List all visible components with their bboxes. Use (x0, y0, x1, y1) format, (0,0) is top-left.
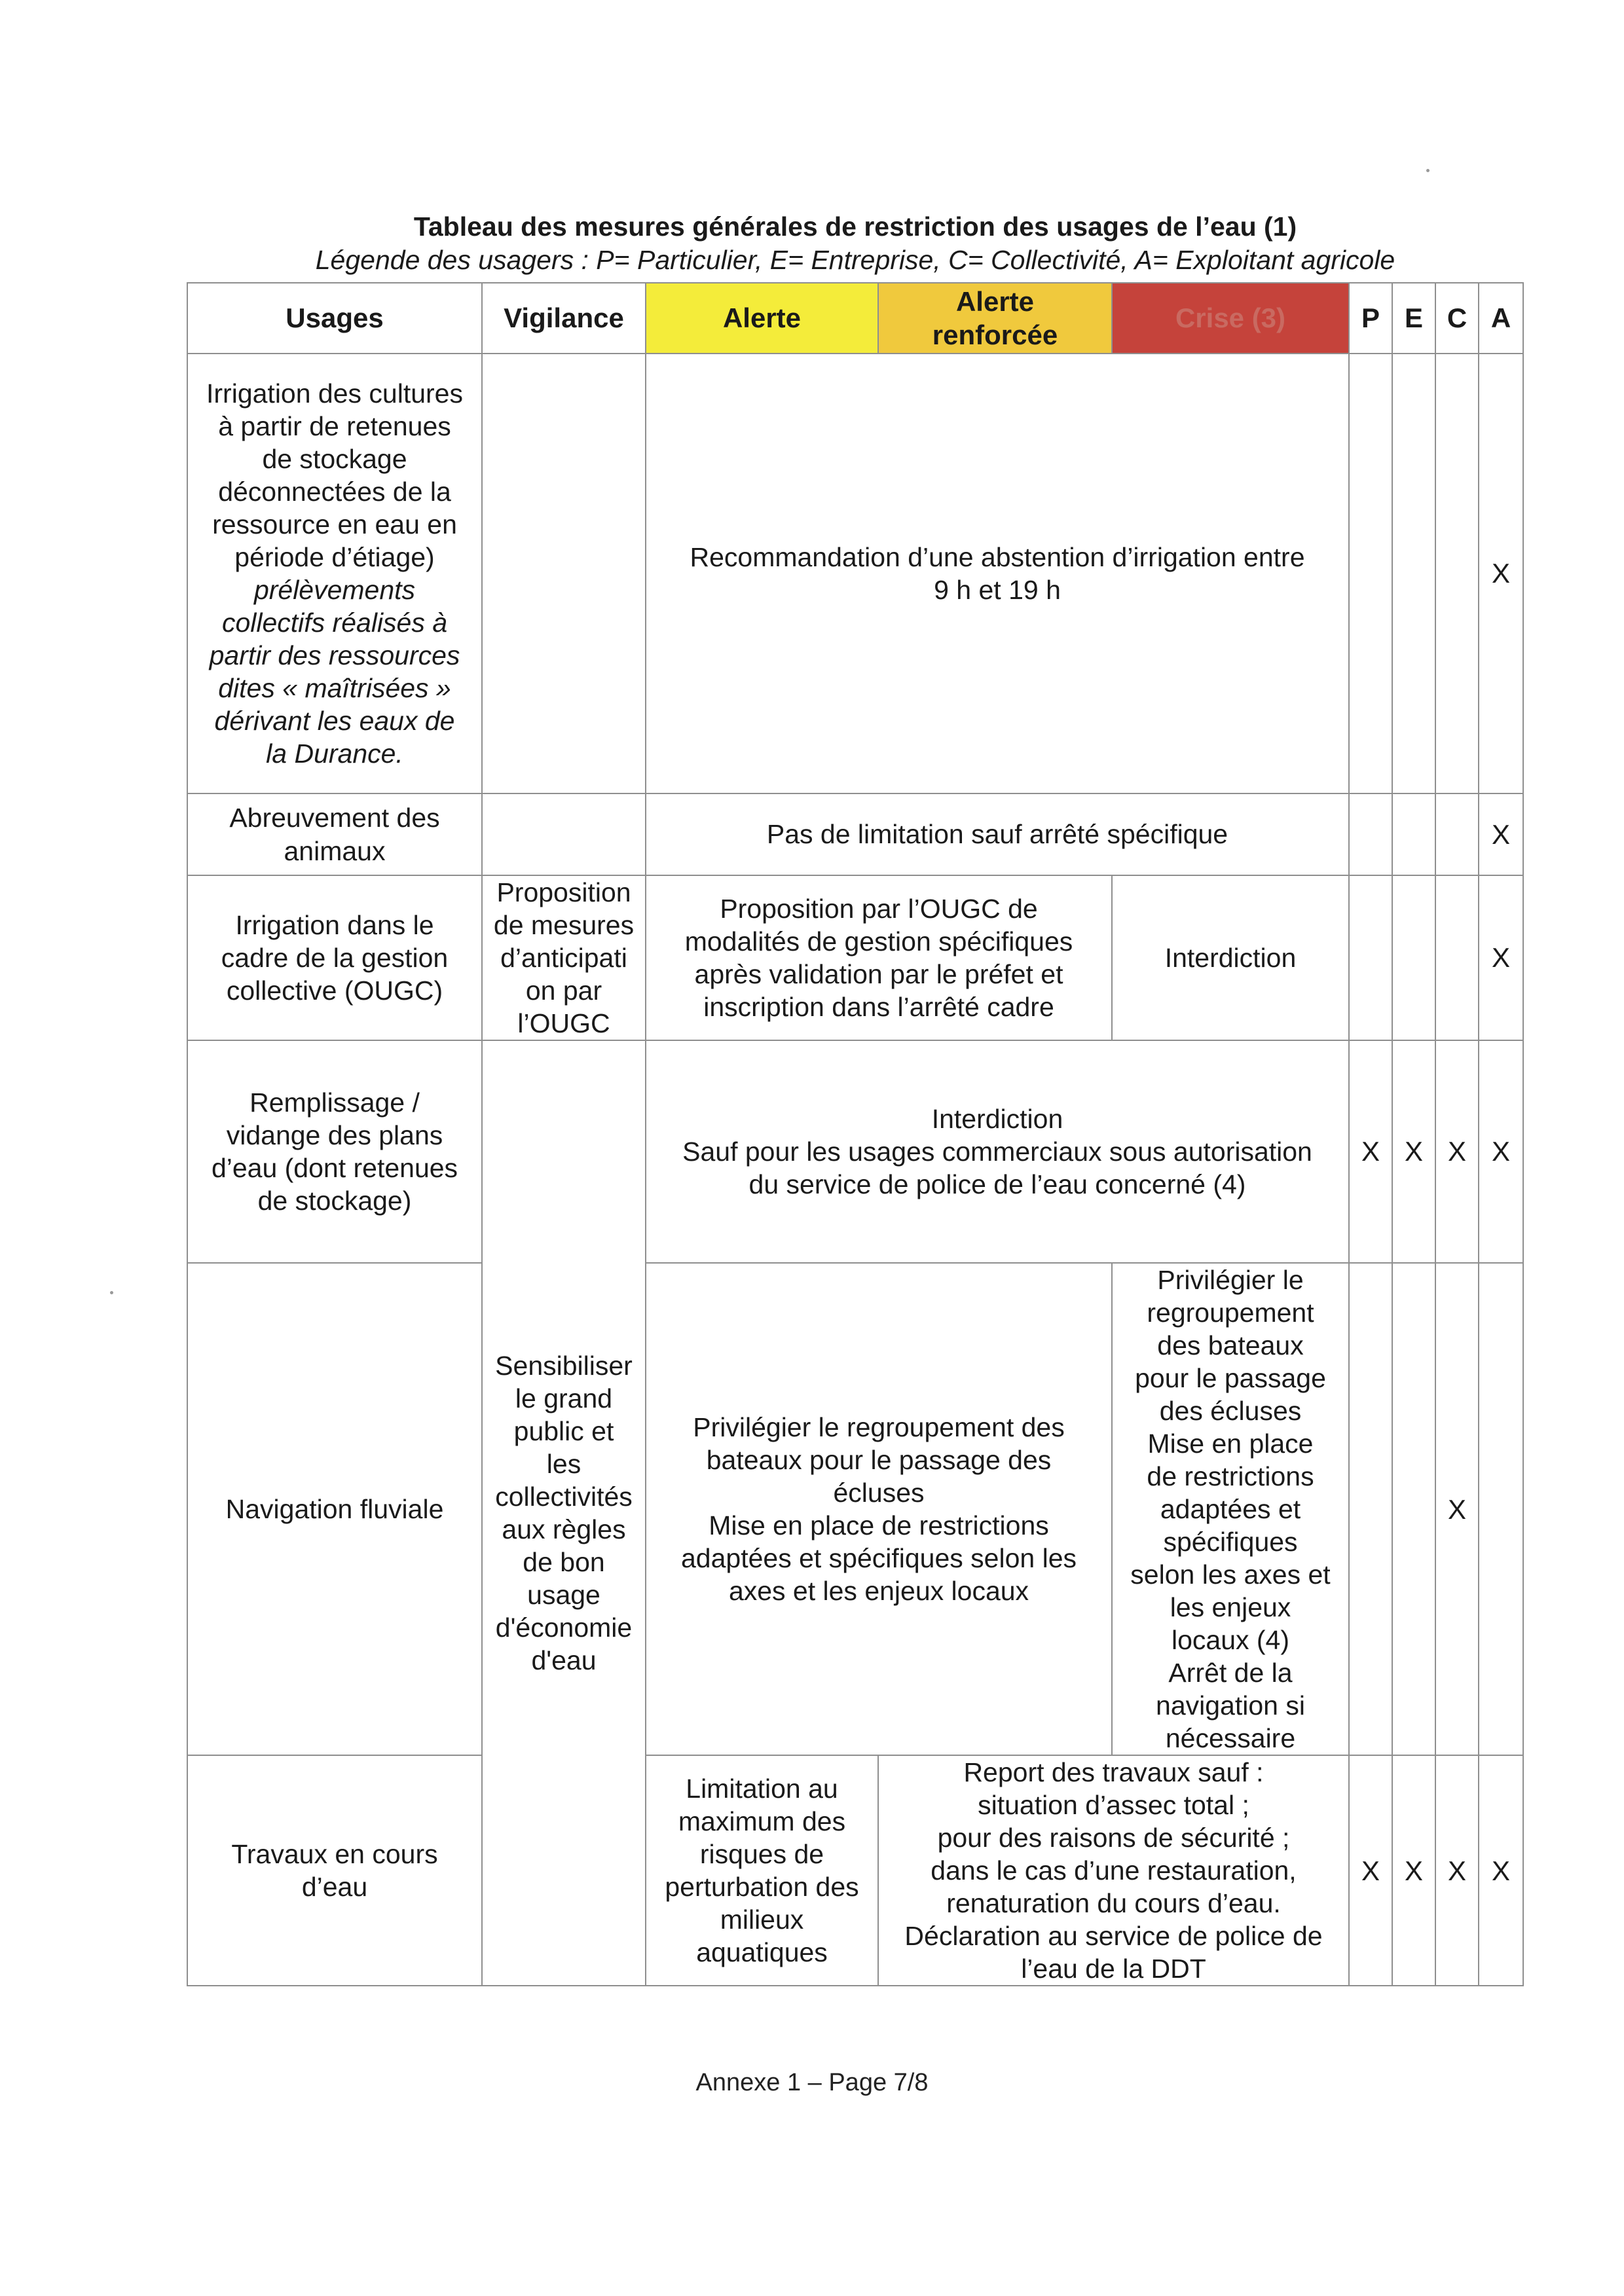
a-cell (1479, 1263, 1523, 1755)
vigilance-cell (482, 1040, 646, 1986)
c-cell (1435, 354, 1479, 793)
header-a: A (1479, 283, 1523, 354)
crise-cell: Interdiction (1112, 875, 1349, 1040)
vigilance-line: le grand (515, 1383, 613, 1414)
measure-line: Mise en place de restrictions (709, 1510, 1049, 1541)
header-alerte: Alerte (646, 283, 878, 354)
users-legend: Légende des usagers : P= Particulier, E= Entreprise, C= Collectivité, A= Exploitant agricole (315, 244, 1395, 275)
usage-line: d’eau (dont retenues (211, 1153, 458, 1184)
usage-line: période d’étiage) (234, 541, 435, 572)
a-cell: X (1479, 793, 1523, 875)
vigilance-line: l’OUGC (517, 1008, 610, 1039)
vigilance-line: Sensibiliser (495, 1351, 633, 1381)
measure-cell: Pas de limitation sauf arrêté spécifique (646, 793, 1349, 875)
header-alerte-renforcee (878, 283, 1112, 354)
measure-line: 9 h et 19 h (934, 575, 1061, 605)
crise-line: les enjeux (1170, 1592, 1291, 1623)
measure-line: renaturation du cours d’eau. (946, 1888, 1281, 1919)
table-row (187, 1040, 1523, 1263)
vigilance-line: usage (527, 1580, 600, 1611)
a-cell: X (1479, 875, 1523, 1040)
measure-line: Report des travaux sauf : (963, 1757, 1264, 1788)
usage-line: cadre de la gestion (221, 943, 449, 974)
measure-line: dans le cas d’une restauration, (931, 1855, 1297, 1886)
usage-line: collectifs réalisés à (221, 608, 448, 638)
e-cell (1392, 1263, 1435, 1755)
measure-cell (878, 1755, 1349, 1986)
measure-line: écluses (833, 1478, 925, 1508)
vigilance-line: d'eau (531, 1645, 597, 1676)
measure-line: risques de (699, 1839, 824, 1870)
crise-line: des écluses (1159, 1396, 1302, 1427)
measure-line: maximum des (678, 1806, 846, 1837)
table-row (187, 793, 1523, 875)
e-cell: X (1392, 1755, 1435, 1986)
usage-line: de stockage) (257, 1186, 412, 1216)
c-cell (1435, 875, 1479, 1040)
usage-line: d’eau (301, 1872, 368, 1903)
measure-cell (646, 1755, 878, 1986)
header-crise: Crise (3) (1112, 283, 1349, 354)
header-vigilance: Vigilance (482, 283, 646, 354)
header-row (187, 283, 1523, 354)
vigilance-line: Proposition (496, 877, 631, 907)
measure-line: perturbation des (665, 1872, 859, 1903)
restriction-table (187, 204, 1524, 1986)
header-alerte-renforcee-line: renforcée (932, 319, 1058, 350)
header-e: E (1392, 283, 1435, 354)
usage-line: à partir de retenues (218, 410, 451, 441)
header-alerte-renforcee-line: Alerte (955, 285, 1035, 317)
table-row (187, 1263, 1523, 1755)
e-cell: X (1392, 1040, 1435, 1263)
usage-cell (187, 1755, 482, 1986)
vigilance-line: d’anticipati (500, 943, 627, 974)
usage-line: partir des ressources (209, 640, 460, 671)
measure-line: inscription dans l’arrêté cadre (703, 992, 1054, 1023)
crise-line: regroupement (1147, 1298, 1314, 1328)
c-cell (1435, 793, 1479, 875)
scan-speck (110, 1291, 113, 1294)
crise-line: adaptées et (1160, 1494, 1301, 1525)
p-cell: X (1349, 1040, 1392, 1263)
table-caption (187, 204, 1523, 283)
page-footer: Annexe 1 – Page 7/8 (695, 2069, 929, 2096)
measure-line: Privilégier le regroupement des (693, 1412, 1065, 1443)
measure-cell (646, 1263, 1112, 1755)
c-cell: X (1435, 1040, 1479, 1263)
vigilance-line: aux règles (502, 1514, 626, 1545)
usage-cell (187, 354, 482, 793)
measure-line: Recommandation d’une abstention d’irrigation entre (690, 541, 1305, 572)
a-cell: X (1479, 354, 1523, 793)
crise-line: pour le passage (1135, 1363, 1326, 1394)
usage-line: collective (OUGC) (226, 975, 443, 1006)
usage-line: Travaux en cours (231, 1839, 438, 1870)
usage-cell (187, 875, 482, 1040)
p-cell (1349, 1263, 1392, 1755)
measure-line: après validation par le préfet et (694, 959, 1063, 990)
crise-line: navigation si (1156, 1690, 1305, 1721)
usage-cell (187, 793, 482, 875)
usage-line: Abreuvement des (229, 803, 440, 833)
header-c: C (1435, 283, 1479, 354)
crise-line: locaux (4) (1171, 1625, 1289, 1656)
measure-cell (646, 1040, 1349, 1263)
usage-line: vidange des plans (226, 1120, 443, 1151)
usage-cell (187, 1040, 482, 1263)
e-cell (1392, 793, 1435, 875)
usage-line: prélèvements (253, 575, 416, 605)
measure-line: aquatiques (696, 1937, 828, 1968)
e-cell (1392, 354, 1435, 793)
vigilance-line: on par (525, 975, 602, 1006)
crise-line: nécessaire (1165, 1723, 1296, 1754)
measure-line: Interdiction (931, 1104, 1063, 1135)
vigilance-line: d'économie (495, 1613, 633, 1643)
measure-line: axes et les enjeux locaux (728, 1576, 1029, 1607)
measure-line: l’eau de la DDT (1021, 1954, 1206, 1984)
usage-line: Irrigation dans le (235, 910, 434, 941)
table-row (187, 1755, 1523, 1986)
e-cell (1392, 875, 1435, 1040)
measure-line: du service de police de l’eau concerné (4) (748, 1169, 1246, 1200)
table-row (187, 354, 1523, 793)
crise-line: spécifiques (1163, 1527, 1298, 1558)
p-cell (1349, 354, 1392, 793)
vigilance-line: les (546, 1449, 581, 1480)
header-p: P (1349, 283, 1392, 354)
usage-line: déconnectées de la (218, 476, 451, 507)
c-cell: X (1435, 1263, 1479, 1755)
a-cell: X (1479, 1040, 1523, 1263)
usage-line: de stockage (262, 443, 407, 474)
header-usages: Usages (187, 283, 482, 354)
crise-line: de restrictions (1147, 1461, 1314, 1492)
usage-line: dérivant les eaux de (214, 706, 455, 737)
vigilance-cell (482, 875, 646, 1040)
measure-line: Sauf pour les usages commerciaux sous autorisation (682, 1137, 1312, 1167)
vigilance-line: public et (513, 1416, 614, 1447)
measure-line: situation d’assec total ; (978, 1790, 1249, 1821)
measure-line: Limitation au (686, 1774, 838, 1804)
crise-line: Privilégier le (1157, 1265, 1304, 1296)
vigilance-line: de mesures (493, 910, 635, 941)
crise-cell (1112, 1263, 1349, 1755)
measure-line: adaptées et spécifiques selon les (680, 1543, 1077, 1574)
usage-line: ressource en eau en (212, 509, 457, 539)
vigilance-line: collectivités (495, 1482, 633, 1512)
table-title: Tableau des mesures générales de restriction des usages de l’eau (1) (413, 211, 1297, 242)
crise-line: selon les axes et (1130, 1559, 1331, 1590)
crise-line: Arrêt de la (1168, 1658, 1293, 1688)
crise-line: Mise en place (1147, 1429, 1314, 1459)
measure-line: pour des raisons de sécurité ; (937, 1823, 1290, 1853)
vigilance-cell (482, 354, 646, 793)
usage-line: Irrigation des cultures (206, 378, 463, 409)
usage-cell: Navigation fluviale (187, 1263, 482, 1755)
a-cell: X (1479, 1755, 1523, 1986)
vigilance-cell (482, 793, 646, 875)
measure-line: bateaux pour le passage des (706, 1445, 1052, 1476)
p-cell (1349, 875, 1392, 1040)
usage-line: animaux (284, 835, 386, 866)
usage-line: Remplissage / (249, 1087, 420, 1118)
vigilance-line: de bon (523, 1547, 605, 1578)
measure-line: Proposition par l’OUGC de (720, 894, 1038, 924)
measure-line: modalités de gestion spécifiques (684, 926, 1073, 957)
measure-line: milieux (720, 1904, 804, 1935)
measure-cell (646, 875, 1112, 1040)
scan-speck (1426, 169, 1430, 172)
c-cell: X (1435, 1755, 1479, 1986)
usage-line: dites « maîtrisées » (218, 673, 451, 704)
measure-line: Déclaration au service de police de (904, 1921, 1323, 1952)
table-row (187, 875, 1523, 1040)
usage-line: la Durance. (266, 738, 403, 769)
crise-line: des bateaux (1157, 1330, 1304, 1361)
p-cell (1349, 793, 1392, 875)
measure-cell (646, 354, 1349, 793)
p-cell: X (1349, 1755, 1392, 1986)
